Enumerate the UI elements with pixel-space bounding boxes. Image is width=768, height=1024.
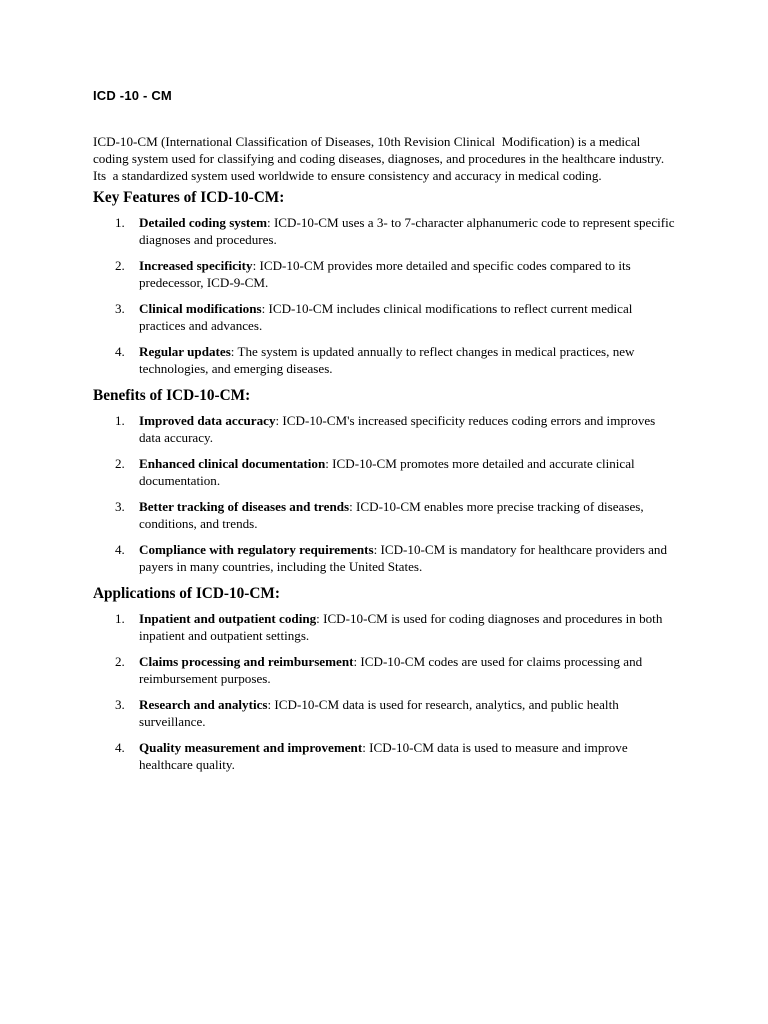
list-item [93,498,678,532]
item-term: Claims processing and reimbursement [139,654,354,669]
item-term: Inpatient and outpatient coding [139,611,317,626]
list-item [93,653,678,687]
item-term: Compliance with regulatory requirements [139,542,374,557]
list-item [93,696,678,730]
list-item [93,610,678,644]
item-number: 1. [115,413,125,428]
list-item [93,343,678,377]
item-text: : ICD-10-CM data is used for research, analytics, and public health surveillance. [139,697,619,729]
item-text: : ICD-10-CM data is used to measure and improve healthcare quality. [139,740,628,772]
item-number: 4. [115,542,125,557]
item-term: Enhanced clinical documentation [139,456,326,471]
list-item [93,541,678,575]
item-text: : ICD-10-CM uses a 3- to 7-character alphanumeric code to represent specific diagnoses and procedures. [139,215,675,247]
item-number: 2. [115,654,125,669]
item-text: : ICD-10-CM promotes more detailed and accurate clinical documentation. [139,456,635,488]
item-term: Quality measurement and improvement [139,740,363,755]
item-number: 1. [115,611,125,626]
item-term: Improved data accuracy [139,413,276,428]
item-term: Research and analytics [139,697,268,712]
item-term: Clinical modifications [139,301,262,316]
item-text: : ICD-10-CM includes clinical modifications to reflect current medical practices and advances. [139,301,633,333]
item-text: : The system is updated annually to reflect changes in medical practices, new technologies, and emerging diseases. [139,344,635,376]
item-number: 3. [115,499,125,514]
item-term: Better tracking of diseases and trends [139,499,350,514]
list-item [93,257,678,291]
item-text: : ICD-10-CM provides more detailed and specific codes compared to its predecessor, ICD-9-CM. [139,258,631,290]
item-number: 2. [115,456,125,471]
item-number: 2. [115,258,125,273]
list-item [93,739,678,773]
section-applications [93,584,678,773]
item-list [93,214,678,377]
item-text: : ICD-10-CM codes are used for claims processing and reimbursement purposes. [139,654,643,686]
item-number: 3. [115,697,125,712]
section-heading: Benefits of ICD-10-CM: [93,387,251,404]
item-text: : ICD-10-CM is used for coding diagnoses and procedures in both inpatient and outpatient settings. [139,611,663,643]
section-heading: Applications of ICD-10-CM: [93,585,280,602]
list-item [93,412,678,446]
document-body [93,133,678,782]
document-title: ICD -10 - CM [93,88,172,103]
item-list [93,412,678,575]
item-number: 4. [115,740,125,755]
item-number: 1. [115,215,125,230]
list-item [93,214,678,248]
list-item [93,300,678,334]
item-number: 3. [115,301,125,316]
item-term: Increased specificity [139,258,253,273]
item-list [93,610,678,773]
item-text: : ICD-10-CM's increased specificity reduces coding errors and improves data accuracy. [139,413,656,445]
item-text: : ICD-10-CM is mandatory for healthcare providers and payers in many countries, including the United States. [139,542,668,574]
section-heading: Key Features of ICD-10-CM: [93,189,285,206]
section-key-features [93,188,678,377]
item-number: 4. [115,344,125,359]
intro-paragraph: ICD-10-CM (International Classification of Diseases, 10th Revision Clinical Modification) is a medical coding system used for classifying and coding diseases, diagnoses, and procedures in the healthcare industry. Its a standardized system used worldwide to ensure consistency and accuracy in medical coding. [93,134,668,183]
item-term: Detailed coding system [139,215,268,230]
list-item [93,455,678,489]
item-text: : ICD-10-CM enables more precise tracking of diseases, conditions, and trends. [139,499,644,531]
item-term: Regular updates [139,344,231,359]
section-benefits [93,386,678,575]
